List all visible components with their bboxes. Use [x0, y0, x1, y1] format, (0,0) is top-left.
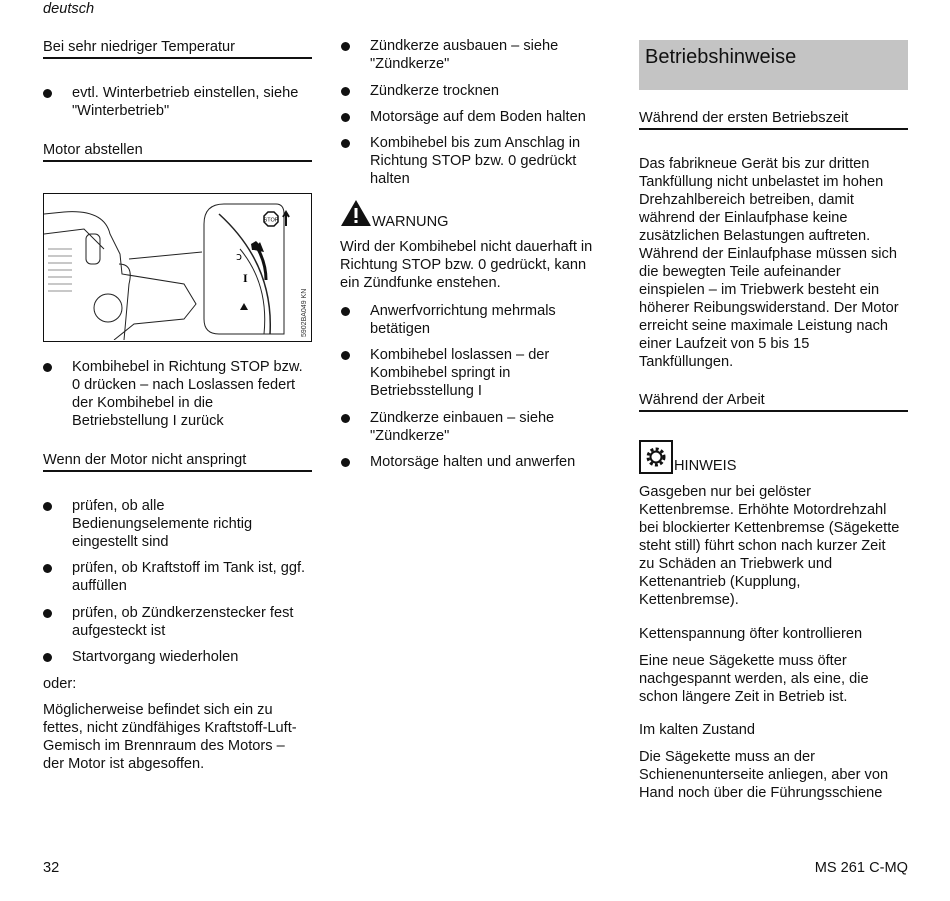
bullet-text: Zündkerze trocknen	[370, 83, 499, 99]
bullet-text: evtl. Winterbetrieb einstellen, siehe "Winterbetrieb"	[72, 85, 299, 119]
chainsaw-illustration	[44, 194, 310, 340]
warning-text: Wird der Kombihebel nicht dauerhaft in Richtung STOP bzw. 0 gedrückt, kann ein Zündfunke enstehen.	[340, 239, 593, 291]
bullet-text: Motorsäge auf dem Boden halten	[370, 109, 586, 125]
bullet-icon	[341, 87, 350, 96]
page-number: 32	[43, 860, 60, 876]
bullet-icon	[43, 564, 52, 573]
warning-icon	[340, 199, 372, 227]
model-name: MS 261 C-MQ	[814, 860, 908, 876]
heading-first-use: Während der ersten Betriebszeit	[639, 109, 908, 130]
bullet-icon	[341, 113, 350, 122]
chainsaw-lever-figure	[43, 193, 312, 342]
bullet-text: Anwerfvorrichtung mehrmals betätigen	[370, 303, 556, 337]
svg-text:ↄ: ↄ	[236, 250, 243, 263]
svg-text:I: I	[243, 271, 248, 285]
bullet-icon	[341, 139, 350, 148]
paragraph: Die Sägekette muss an der Schienenunterseite anliegen, aber von Hand noch über die Führungsschiene	[639, 749, 889, 801]
bullet-icon	[43, 653, 52, 662]
oder-text: oder:	[43, 676, 77, 692]
notice-label: HINWEIS	[674, 458, 737, 474]
heading-not-starting: Wenn der Motor nicht anspringt	[43, 451, 312, 472]
bullet-text: Startvorgang wiederholen	[72, 649, 239, 665]
bullet-icon	[43, 89, 52, 98]
bullet-icon	[43, 363, 52, 372]
bullet-icon	[341, 458, 350, 467]
bullet-icon	[341, 42, 350, 51]
bullet-icon	[43, 502, 52, 511]
bullet-text: prüfen, ob Kraftstoff im Tank ist, ggf. auffüllen	[72, 560, 306, 594]
bullet-icon	[341, 307, 350, 316]
bullet-text: Zündkerze einbauen – siehe "Zündkerze"	[370, 410, 555, 444]
stop-label: STOP	[263, 217, 279, 224]
notice-text: Gasgeben nur bei gelöster Kettenbremse. Erhöhte Motordrehzahl bei blockierter Kettenbremse (Sägekette steht still) führt schon nach kurzer Zeit zu Schäden an Triebwerk und Kettenantrieb (Kupplung, Kettenbremse).	[639, 484, 900, 608]
bullet-text: Zündkerze ausbauen – siehe "Zündkerze"	[370, 38, 559, 72]
gear-notice-icon	[639, 440, 673, 474]
heading-low-temperature: Bei sehr niedriger Temperatur	[43, 38, 312, 59]
bullet-icon	[341, 414, 350, 423]
section-title-box	[639, 40, 908, 90]
heading-motor-stop: Motor abstellen	[43, 141, 312, 162]
bullet-icon	[341, 351, 350, 360]
bullet-text: Kombihebel bis zum Anschlag in Richtung STOP bzw. 0 gedrückt halten	[370, 135, 581, 187]
bullet-text: Kombihebel loslassen – der Kombihebel springt in Betriebsstellung I	[370, 347, 550, 399]
bullet-text: prüfen, ob alle Bedienungselemente richtig eingestellt sind	[72, 498, 253, 550]
bullet-text: prüfen, ob Zündkerzenstecker fest aufgesteckt ist	[72, 605, 294, 639]
section-title: Betriebshinweise	[645, 46, 797, 68]
language-label: deutsch	[43, 1, 95, 17]
bullet-icon	[43, 609, 52, 618]
bullet-text: Motorsäge halten und anwerfen	[370, 454, 576, 470]
heading-during-work: Während der Arbeit	[639, 391, 908, 412]
bullet-text: Kombihebel in Richtung STOP bzw. 0 drücken – nach Loslassen federt der Kombihebel in die Betriebstellung I zurück	[72, 359, 303, 429]
paragraph: Das fabrikneue Gerät bis zur dritten Tankfüllung nicht unbelastet im hohen Drehzahlbereich betreiben, damit während der Einlaufphase keine zusätzlichen Belastungen auftreten. Während der Einlaufphase müssen sich die bewegten Teile aufeinander einspielen – im Triebwerk besteht ein höherer Reibungswiderstand. Der Motor erreicht seine maximale Leistung nach einer Laufzeit von 5 bis 15 Tankfüllungen.	[639, 156, 899, 370]
subheading-cold: Im kalten Zustand	[639, 722, 755, 738]
subheading-chain-tension: Kettenspannung öfter kontrollieren	[639, 626, 863, 642]
paragraph: Möglicherweise befindet sich ein zu fettes, nicht zündfähiges Kraftstoff-Luft- Gemisch im Brennraum des Motors – der Motor ist abgesoffen.	[43, 702, 297, 772]
figure-code: 5902BA049 KN	[301, 288, 308, 337]
paragraph: Eine neue Sägekette muss öfter nachgespannt werden, als eine, die schon längere Zeit in Betrieb ist.	[639, 653, 869, 705]
warning-label: WARNUNG	[372, 214, 449, 230]
